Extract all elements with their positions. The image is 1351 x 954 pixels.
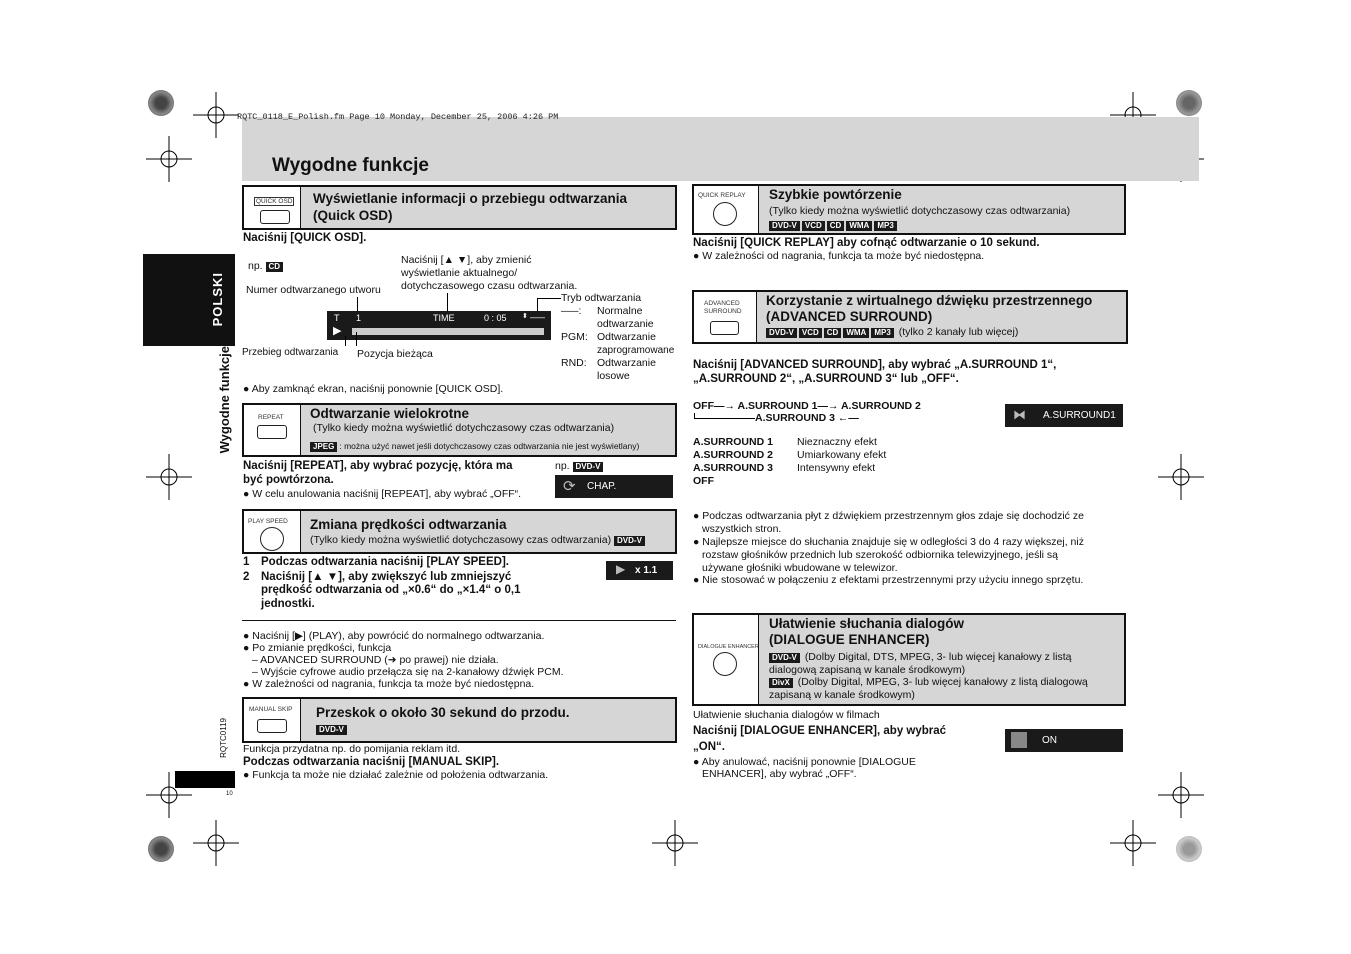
quick-replay-button-icon: [713, 202, 737, 226]
callout-progress: Przebieg odtwarzania: [242, 347, 339, 358]
dialogue-divx-line-1: [769, 676, 1088, 689]
disc-tag: WMA: [846, 221, 872, 231]
play-icon: ▶: [333, 325, 342, 337]
language-label: POLSKI: [210, 272, 225, 327]
repeat-button-cell: [244, 405, 301, 455]
quick-replay-subtitle: (Tylko kiedy można wyświetlić dotychczasowy czas odtwarzania): [769, 205, 1071, 217]
play-speed-note-text: Po zmianie prędkości, funkcja: [252, 642, 392, 654]
quick-osd-button-cell: [244, 187, 301, 228]
np-label: np.: [555, 460, 570, 472]
osd-updown-icon: ⬍: [522, 313, 528, 320]
disc-tag: DVD-V: [769, 221, 800, 231]
callout-track-number: Numer odtwarzanego utworu: [246, 284, 381, 296]
advanced-surround-button-label: SURROUND: [704, 308, 742, 315]
play-speed-step2-3: jednostki.: [261, 598, 315, 610]
play-speed-note: ● W zależności od nagrania, funkcja ta może być niedostępna.: [243, 678, 535, 690]
play-speed-note: ● Po zmianie prędkości, funkcja: [243, 642, 392, 654]
mode-value: Normalne: [597, 305, 643, 317]
dialogue-title-2: (DIALOGUE ENHANCER): [769, 632, 930, 647]
quick-osd-example: [248, 260, 285, 273]
repeat-note: ● W celu anulowania naciśnij [REPEAT], aby wybrać „OFF“.: [243, 488, 522, 500]
dialogue-note-2: ENHANCER], aby wybrać „OFF“.: [702, 768, 857, 780]
jpeg-tag: JPEG: [310, 442, 337, 452]
callout-line: [447, 293, 448, 312]
quick-replay-section: [692, 184, 1126, 235]
speed-display: [606, 561, 673, 580]
surround-note: wszystkich stron.: [702, 523, 782, 535]
mode-value: Odtwarzanie: [597, 357, 656, 369]
callout-position: Pozycja bieżąca: [357, 348, 433, 360]
quick-replay-button-label: QUICK REPLAY: [698, 192, 746, 199]
surround-note-text: Najlepsze miejsce do słuchania znajduje się w odległości 3 do 4 razy większej, niż: [702, 536, 1084, 548]
disc-tag: CD: [824, 328, 842, 338]
dialogue-instruction-1: Naciśnij [DIALOGUE ENHANCER], aby wybrać: [693, 725, 947, 737]
mode-value: odtwarzanie: [597, 318, 654, 330]
effect-value: Intensywny efekt: [797, 462, 876, 474]
quick-replay-note-text: W zależności od nagrania, funkcja ta może być niedostępna.: [702, 250, 985, 262]
manual-skip-tags: [316, 723, 349, 736]
quick-osd-note: ● Aby zamknąć ekran, naciśnij ponownie [QUICK OSD].: [243, 383, 504, 395]
play-speed-button-cell: [244, 511, 301, 552]
quick-replay-title: Szybkie powtórzenie: [769, 187, 902, 202]
registration-mark-icon: [193, 92, 239, 138]
cycle-return-line: [694, 413, 755, 419]
play-speed-note: – ADVANCED SURROUND (➜ po prawej) nie działa.: [252, 654, 499, 666]
manual-skip-section: [242, 697, 677, 743]
manual-skip-note-text: Funkcja ta może nie działać zależnie od położenia odtwarzania.: [252, 769, 549, 781]
effect-key: OFF: [693, 475, 714, 487]
dialogue-dvd-line-1: [769, 651, 1071, 664]
repeat-jpeg-note: [310, 440, 639, 453]
section-label: Wygodne funkcje: [217, 346, 232, 454]
repeat-title: Odtwarzanie wielokrotne: [310, 406, 470, 421]
disc-tag: MP3: [874, 221, 896, 231]
document-code: RQTC0119: [219, 718, 228, 758]
repeat-example: [555, 460, 605, 473]
advanced-surround-button-cell: [694, 292, 757, 342]
manual-skip-note: ● Funkcja ta może nie działać zależnie od położenia odtwarzania.: [243, 769, 549, 781]
mode-key: –––:: [561, 305, 582, 317]
manual-skip-button-icon: [257, 719, 287, 733]
color-target-icon: [148, 836, 174, 862]
registration-mark-icon: [193, 820, 239, 866]
repeat-display-text: CHAP.: [587, 481, 617, 492]
play-speed-button-label: PLAY SPEED: [248, 518, 288, 525]
manual-skip-instruction: Podczas odtwarzania naciśnij [MANUAL SKIP].: [243, 756, 500, 768]
repeat-subtitle: (Tylko kiedy można wyświetlić dotychczasowy czas odtwarzania): [313, 422, 615, 434]
mode-value: losowe: [597, 370, 630, 382]
callout-line: [345, 336, 346, 346]
dialogue-title-1: Ułatwienie słuchania dialogów: [769, 616, 965, 631]
dialogue-dvd-line-2: dialogową zapisaną w kanale środkowym): [769, 664, 966, 676]
quick-osd-note-text: Aby zamknąć ekran, naciśnij ponownie [QUICK OSD].: [251, 383, 504, 395]
quick-osd-instruction: Naciśnij [QUICK OSD].: [243, 232, 367, 244]
callout-play-mode: Tryb odtwarzania: [561, 292, 642, 304]
callout-arrows-line3: dotychczasowego czasu odtwarzania.: [401, 280, 578, 292]
advanced-surround-button-label: ADVANCED: [704, 300, 740, 307]
repeat-button-label: REPEAT: [258, 414, 284, 421]
play-speed-step1: Podczas odtwarzania naciśnij [PLAY SPEED].: [261, 556, 509, 568]
dialogue-button-icon: [713, 652, 737, 676]
repeat-note-text: W celu anulowania naciśnij [REPEAT], aby wybrać „OFF“.: [252, 488, 522, 500]
play-speed-note: – Wyjście cyfrowe audio przełącza się na 2-kanałowy dźwięk PCM.: [252, 666, 564, 678]
repeat-display: [555, 475, 673, 498]
osd-progress-bar: [352, 328, 544, 335]
surround-cycle-1: OFF—→ A.SURROUND 1—→ A.SURROUND 2: [693, 400, 921, 412]
surround-note: ● Nie stosować w połączeniu z efektami przestrzennymi przy użyciu innego sprzętu.: [693, 574, 1084, 586]
dialogue-button-label: DIALOGUE ENHANCER: [698, 644, 759, 650]
repeat-instruction-1: Naciśnij [REPEAT], aby wybrać pozycję, która ma: [243, 460, 513, 472]
disc-tag: VCD: [799, 328, 822, 338]
manual-skip-button-cell: [244, 699, 301, 741]
quick-osd-section: [242, 185, 677, 230]
play-speed-note-text: Naciśnij [▶] (PLAY), aby powrócić do normalnego odtwarzania.: [252, 630, 545, 642]
mode-key: PGM:: [561, 331, 588, 343]
repeat-instruction-2: być powtórzona.: [243, 474, 334, 486]
quick-replay-note: ● W zależności od nagrania, funkcja ta może być niedostępna.: [693, 250, 985, 262]
repeat-section: [242, 403, 677, 457]
surround-note: używane głośniki wbudowane w telewizor.: [702, 562, 898, 574]
callout-arrows-line1: Naciśnij [▲ ▼], aby zmienić: [401, 254, 532, 266]
osd-mode: –––: [530, 312, 546, 322]
effect-value: Nieznaczny efekt: [797, 436, 877, 448]
effect-value: Umiarkowany efekt: [797, 449, 887, 461]
callout-arrows-line2: wyświetlanie aktualnego/: [401, 267, 518, 279]
advanced-surround-button-icon: [710, 321, 739, 335]
manual-skip-title: Przeskok o około 30 sekund do przodu.: [316, 705, 570, 720]
file-info-line: RQTC_0118_E_Polish.fm Page 10 Monday, December 25, 2006 4:26 PM: [237, 112, 559, 122]
registration-mark-icon: [1110, 820, 1156, 866]
quick-replay-instruction: Naciśnij [QUICK REPLAY] aby cofnąć odtwarzanie o 10 sekund.: [693, 237, 1040, 249]
advanced-surround-title-1: Korzystanie z wirtualnego dźwięku przestrzennego: [766, 293, 1093, 308]
play-speed-step2-1: Naciśnij [▲ ▼], aby zwiększyć lub zmniejszyć: [261, 571, 512, 583]
effect-key: A.SURROUND 1: [693, 436, 773, 448]
dvd-v-tag: DVD-V: [614, 536, 645, 546]
play-speed-section: [242, 509, 677, 554]
jpeg-note-text: : można użyć nawet jeśli dotychczasowy czas odtwarzania nie jest wyświetlany): [339, 441, 640, 451]
surround-note-text: Podczas odtwarzania płyt z dźwiękiem przestrzennym głos zdaje się dochodzić ze: [702, 510, 1084, 522]
cd-tag: CD: [266, 262, 284, 272]
repeat-button-icon: [257, 425, 287, 439]
advanced-surround-title-2: (ADVANCED SURROUND): [766, 309, 933, 324]
page-marker: [175, 771, 235, 788]
dialogue-icon: [1011, 732, 1027, 748]
manual-skip-button-label: MANUAL SKIP: [249, 706, 293, 713]
disc-tag: WMA: [843, 328, 869, 338]
registration-mark-icon: [146, 136, 192, 182]
page-number: 10: [226, 791, 233, 797]
mode-value: zaprogramowane: [597, 345, 675, 356]
divx-tag: DivX: [769, 678, 793, 688]
dialogue-enhancer-section: [692, 613, 1126, 706]
step-number: 1: [243, 556, 250, 568]
advanced-surround-tags: [766, 326, 1018, 339]
dialogue-dvd-text: (Dolby Digital, DTS, MPEG, 3- lub więcej kanałowy z listą: [804, 651, 1072, 663]
osd-time-label: TIME: [433, 313, 455, 323]
osd-track: 1: [356, 313, 362, 323]
mode-value: Odtwarzanie: [597, 331, 656, 343]
disc-tag: VCD: [802, 221, 825, 231]
play-speed-button-icon: [260, 527, 284, 551]
speed-display-text: x 1.1: [635, 565, 658, 576]
play-speed-subtitle-text: (Tylko kiedy można wyświetlić dotychczasowy czas odtwarzania): [310, 534, 612, 546]
quick-replay-tags: [769, 219, 899, 232]
disc-tag: CD: [827, 221, 845, 231]
play-speed-note-text: W zależności od nagrania, funkcja ta może być niedostępna.: [252, 678, 535, 690]
quick-osd-button-label: QUICK OSD: [256, 198, 293, 205]
registration-mark-icon: [1158, 772, 1204, 818]
repeat-icon: ⟳: [563, 478, 576, 495]
dialogue-note-1: ● Aby anulować, naciśnij ponownie [DIALOGUE: [693, 756, 916, 768]
play-speed-subtitle: [310, 534, 647, 547]
callout-line: [537, 298, 561, 299]
advanced-surround-section: [692, 290, 1128, 344]
surround-display: [1005, 404, 1123, 427]
quick-replay-button-cell: [694, 186, 759, 233]
dvd-v-tag: DVD-V: [316, 725, 347, 735]
surround-display-text: A.SURROUND1: [1043, 410, 1116, 421]
osd-clock: 0 : 05: [484, 313, 507, 323]
dialogue-divx-text: (Dolby Digital, MPEG, 3- lub więcej kanałowy z listą dialogową: [797, 676, 1088, 688]
registration-mark-icon: [652, 820, 698, 866]
disc-tag: MP3: [871, 328, 893, 338]
color-target-icon: [148, 90, 174, 116]
effect-key: A.SURROUND 3: [693, 462, 773, 474]
dvd-v-tag: DVD-V: [573, 462, 604, 472]
surround-cycle-2: A.SURROUND 3 ←—: [755, 412, 859, 424]
surround-note: rozstaw głośników przednich lub szerokość odbiornika telewizyjnego, jeśli są: [702, 549, 1059, 561]
np-label: np.: [248, 260, 263, 272]
registration-mark-icon: [1158, 454, 1204, 500]
step-number: 2: [243, 571, 250, 583]
disc-tag: DVD-V: [766, 328, 797, 338]
dialogue-display: [1005, 729, 1123, 752]
color-target-icon: [1176, 836, 1202, 862]
advanced-surround-instruction-1: Naciśnij [ADVANCED SURROUND], aby wybrać „A.SURROUND 1“,: [693, 359, 1057, 371]
osd-t: T: [334, 313, 340, 323]
registration-mark-icon: [146, 454, 192, 500]
dialogue-note-text: Aby anulować, naciśnij ponownie [DIALOGUE: [701, 756, 916, 768]
page-title: Wygodne funkcje: [272, 155, 429, 176]
quick-osd-button-icon: [260, 210, 290, 224]
surround-note: ● Najlepsze miejsce do słuchania znajduje się w odległości 3 do 4 razy większej, niż: [693, 536, 1084, 548]
dvd-v-tag: DVD-V: [769, 653, 800, 663]
color-target-icon: [1176, 90, 1202, 116]
callout-line: [537, 298, 538, 312]
surround-icon: ⧓: [1013, 407, 1026, 422]
play-speed-note: ● Naciśnij [▶] (PLAY), aby powrócić do normalnego odtwarzania.: [243, 630, 545, 642]
osd-display: [327, 311, 551, 340]
dialogue-divx-line-2: zapisaną w kanale środkowym): [769, 689, 915, 701]
play-speed-title: Zmiana prędkości odtwarzania: [310, 517, 507, 532]
callout-line: [356, 332, 357, 346]
play-speed-step2-2: prędkość odtwarzania od „×0.6“ do „×1.4“ o 0,1: [261, 584, 521, 596]
callout-line: [357, 297, 358, 312]
dialogue-text: Ułatwienie słuchania dialogów w filmach: [693, 709, 880, 721]
surround-note: ● Podczas odtwarzania płyt z dźwiękiem przestrzennym głos zdaje się dochodzić ze: [693, 510, 1084, 522]
mode-key: RND:: [561, 357, 587, 369]
dialogue-button-cell: [694, 615, 759, 704]
divider: [242, 620, 676, 621]
advanced-surround-tag-note: (tylko 2 kanały lub więcej): [898, 326, 1019, 338]
advanced-surround-instruction-2: „A.SURROUND 2“, „A.SURROUND 3“ lub „OFF“.: [693, 373, 959, 385]
play-icon: ▶: [616, 562, 626, 576]
manual-skip-text: Funkcja przydatna np. do pomijania reklam itd.: [243, 743, 461, 755]
dialogue-display-text: ON: [1042, 735, 1057, 746]
effect-key: A.SURROUND 2: [693, 449, 773, 461]
quick-osd-title: Wyświetlanie informacji o przebiegu odtwarzania (Quick OSD): [313, 191, 628, 223]
dialogue-instruction-2: „ON“.: [693, 741, 725, 753]
surround-note-text: Nie stosować w połączeniu z efektami przestrzennymi przy użyciu innego sprzętu.: [702, 574, 1084, 586]
